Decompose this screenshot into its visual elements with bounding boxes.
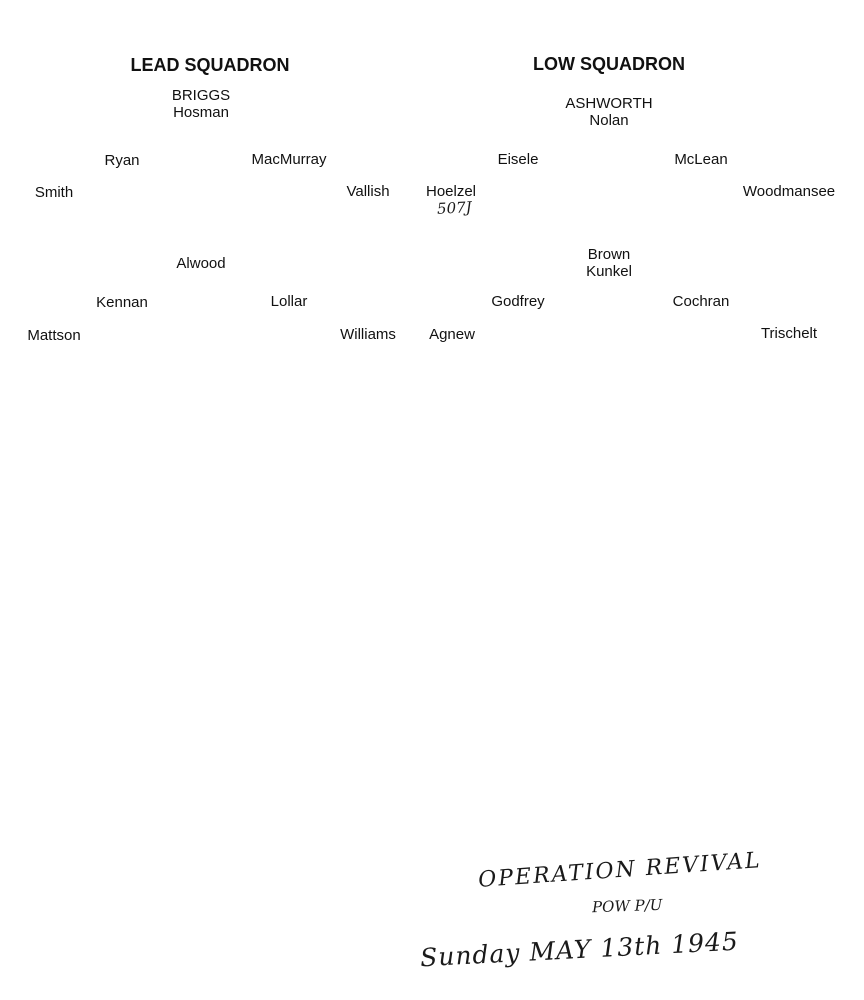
- low-squadron-leader: ASHWORTH: [565, 95, 653, 112]
- crew-name-vallish: Vallish: [346, 183, 390, 200]
- crew-name-kunkel: Kunkel: [586, 263, 632, 280]
- crew-name-brown: Brown: [587, 246, 631, 263]
- crew-name-trischelt: Trischelt: [760, 325, 818, 342]
- low-squadron-copilot: Nolan: [589, 112, 629, 129]
- crew-name-alwood: Alwood: [176, 255, 226, 272]
- handwritten-subtitle: POW P/U: [591, 895, 663, 917]
- crew-name-hoelzel: Hoelzel: [425, 183, 477, 200]
- crew-name-agnew: Agnew: [429, 326, 475, 343]
- crew-name-woodmansee: Woodmansee: [742, 183, 836, 200]
- crew-name-lollar: Lollar: [270, 293, 308, 310]
- crew-name-ryan: Ryan: [104, 152, 140, 169]
- crew-name-smith: Smith: [34, 184, 74, 201]
- crew-name-williams: Williams: [340, 326, 396, 343]
- lead-squadron-copilot: Hosman: [173, 104, 229, 121]
- handwritten-aircraft-number: 507J: [436, 198, 473, 218]
- crew-name-cochran: Cochran: [672, 293, 730, 310]
- low-squadron-title: LOW SQUADRON: [533, 54, 685, 74]
- lead-squadron-title: LEAD SQUADRON: [130, 55, 290, 75]
- crew-name-kennan: Kennan: [96, 294, 148, 311]
- handwritten-operation-title: OPERATION REVIVAL: [477, 848, 763, 893]
- crew-name-macmurray: MacMurray: [251, 151, 327, 168]
- lead-squadron-leader: BRIGGS: [171, 87, 231, 104]
- crew-name-godfrey: Godfrey: [491, 293, 545, 310]
- crew-name-mattson: Mattson: [27, 327, 81, 344]
- crew-name-eisele: Eisele: [497, 151, 539, 168]
- handwritten-date: Sunday MAY 13th 1945: [419, 926, 740, 973]
- crew-name-mclean: McLean: [674, 151, 728, 168]
